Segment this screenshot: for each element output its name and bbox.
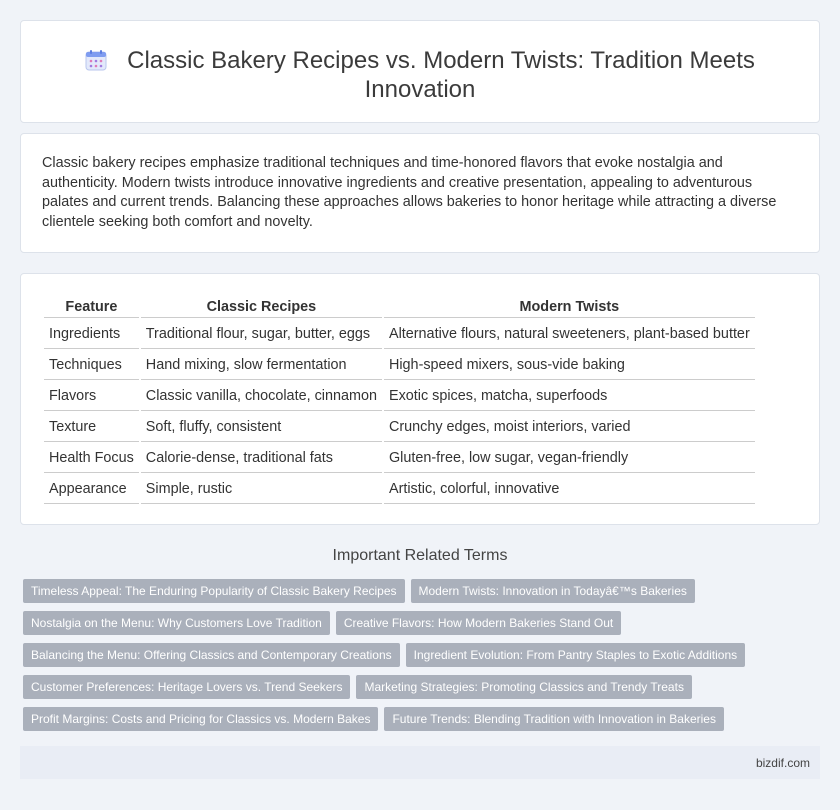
related-term-link[interactable]: Timeless Appeal: The Enduring Popularity of Classic Bakery Recipes <box>23 579 405 603</box>
table-cell: Ingredients <box>44 320 139 349</box>
related-term-link[interactable]: Nostalgia on the Menu: Why Customers Love Tradition <box>23 611 330 635</box>
table-cell: Classic vanilla, chocolate, cinnamon <box>141 382 382 411</box>
related-term-link[interactable]: Marketing Strategies: Promoting Classics and Trendy Treats <box>356 675 691 699</box>
related-term-link[interactable]: Balancing the Menu: Offering Classics and Contemporary Creations <box>23 643 400 667</box>
table-cell: Crunchy edges, moist interiors, varied <box>384 413 755 442</box>
table-cell: Alternative flours, natural sweeteners, plant-based butter <box>384 320 755 349</box>
header-modern: Modern Twists <box>384 294 755 318</box>
title-line-1: Classic Bakery Recipes vs. Modern Twists: Tradition Meets <box>127 47 755 74</box>
table-row <box>44 475 755 504</box>
table-cell: Calorie-dense, traditional fats <box>141 444 382 473</box>
related-terms-title: Important Related Terms <box>332 547 508 564</box>
table-row <box>44 444 755 473</box>
page-title <box>21 46 819 104</box>
intro-text: Classic bakery recipes emphasize traditional techniques and time-honored flavors that evoke nostalgia and authenticity. Modern twists introduce innovative ingredients and creative presentation, appealing to adventurous palates and current trends. Balancing these approaches allows bakeries to honor heritage while attracting a diverse clientele seeking both comfort and novelty. <box>42 155 777 230</box>
calendar-icon <box>85 49 107 71</box>
table-row <box>44 413 755 442</box>
header-feature: Feature <box>44 294 139 318</box>
related-term-link[interactable]: Ingredient Evolution: From Pantry Staples to Exotic Additions <box>406 643 746 667</box>
related-term-link[interactable]: Future Trends: Blending Tradition with Innovation in Bakeries <box>384 707 724 731</box>
table-cell: Flavors <box>44 382 139 411</box>
table-cell: Artistic, colorful, innovative <box>384 475 755 504</box>
table-cell: Exotic spices, matcha, superfoods <box>384 382 755 411</box>
table-cell: Appearance <box>44 475 139 504</box>
footer <box>20 746 820 779</box>
table-cell: Texture <box>44 413 139 442</box>
table-cell: Soft, fluffy, consistent <box>141 413 382 442</box>
table-cell: Simple, rustic <box>141 475 382 504</box>
footer-site-link[interactable]: bizdif.com <box>755 756 810 770</box>
related-term-link[interactable]: Customer Preferences: Heritage Lovers vs. Trend Seekers <box>23 675 350 699</box>
table-cell: Health Focus <box>44 444 139 473</box>
table-row <box>44 320 755 349</box>
table-row <box>44 351 755 380</box>
title-line-2: Innovation <box>364 76 476 103</box>
related-terms-list <box>23 579 813 739</box>
intro-card <box>20 133 820 253</box>
table-cell: Gluten-free, low sugar, vegan-friendly <box>384 444 755 473</box>
header-classic: Classic Recipes <box>141 294 382 318</box>
related-term-link[interactable]: Modern Twists: Innovation in Todayâ€™s Bakeries <box>411 579 695 603</box>
table-cell: Hand mixing, slow fermentation <box>141 351 382 380</box>
table-cell: Techniques <box>44 351 139 380</box>
comparison-card <box>20 273 820 525</box>
table-cell: High-speed mixers, sous-vide baking <box>384 351 755 380</box>
related-term-link[interactable]: Creative Flavors: How Modern Bakeries Stand Out <box>336 611 621 635</box>
table-cell: Traditional flour, sugar, butter, eggs <box>141 320 382 349</box>
table-row <box>44 382 755 411</box>
comparison-table <box>42 292 757 506</box>
related-term-link[interactable]: Profit Margins: Costs and Pricing for Classics vs. Modern Bakes <box>23 707 378 731</box>
header-card <box>20 20 820 123</box>
table-header-row <box>44 294 755 318</box>
